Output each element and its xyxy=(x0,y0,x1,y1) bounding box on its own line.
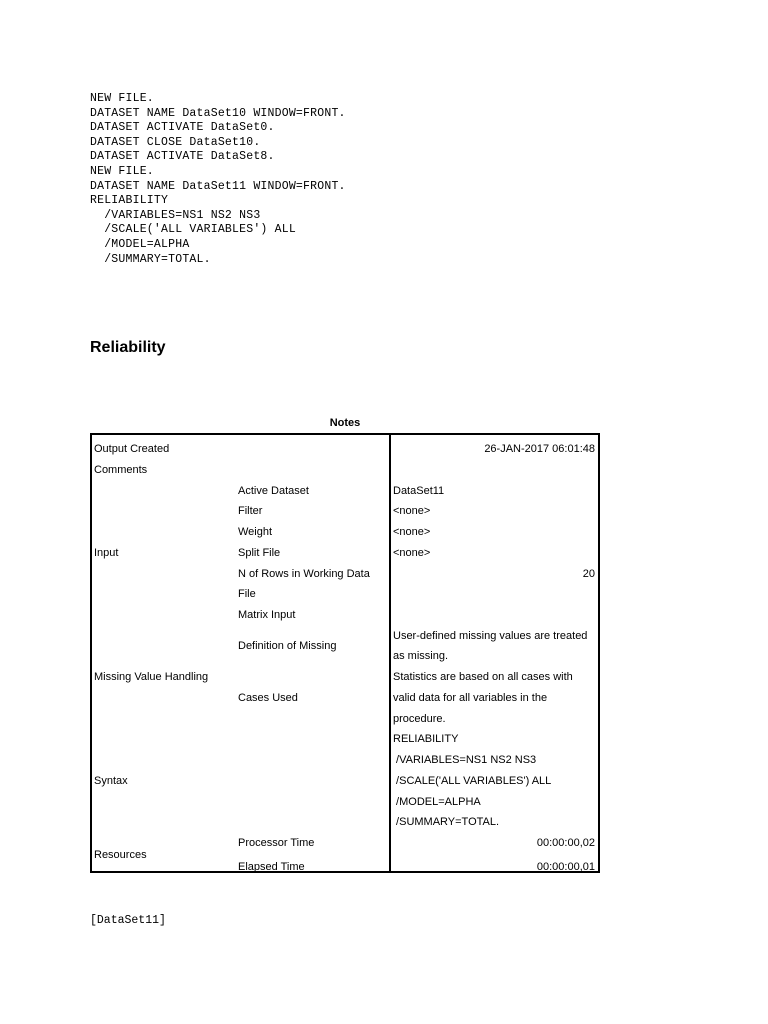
syntax-value-cont: /MODEL=ALPHA xyxy=(393,796,481,808)
notes-table xyxy=(90,433,600,873)
syntax-line: DATASET ACTIVATE DataSet0. xyxy=(90,121,275,135)
active-dataset-value: DataSet11 xyxy=(393,485,445,497)
notes-title: Notes xyxy=(329,417,361,429)
syntax-value-cont: /SUMMARY=TOTAL. xyxy=(393,816,500,828)
syntax-line: DATASET ACTIVATE DataSet8. xyxy=(90,150,275,164)
syntax-line: /SCALE('ALL VARIABLES') ALL xyxy=(90,223,296,237)
cases-used-value-cont: valid data for all variables in the xyxy=(393,692,548,704)
elapsed-time-label: Elapsed Time xyxy=(238,861,305,873)
syntax-line: NEW FILE. xyxy=(90,164,154,178)
processor-time-label: Processor Time xyxy=(238,837,315,849)
active-dataset-label: Active Dataset xyxy=(238,485,309,497)
resources-label: Resources xyxy=(94,849,147,861)
n-rows-label-cont: File xyxy=(238,588,256,600)
n-rows-value: 20 xyxy=(582,568,595,580)
cases-used-label: Cases Used xyxy=(238,692,298,704)
syntax-line: /VARIABLES=NS1 NS2 NS3 xyxy=(90,208,261,222)
cases-used-value-cont: procedure. xyxy=(393,713,446,725)
filter-label: Filter xyxy=(238,505,263,517)
output-created-label: Output Created xyxy=(94,443,170,455)
dataset-tag: [DataSet11] xyxy=(90,914,166,927)
syntax-line: NEW FILE. xyxy=(90,92,154,105)
definition-missing-value-cont: as missing. xyxy=(393,650,449,662)
cases-used-value: Statistics are based on all cases with xyxy=(393,671,573,683)
section-heading: Reliability xyxy=(90,339,166,356)
syntax-line: RELIABILITY xyxy=(90,194,169,208)
elapsed-time-value: 00:00:00,01 xyxy=(536,861,595,873)
filter-value: <none> xyxy=(393,505,431,517)
column-divider xyxy=(389,435,391,871)
syntax-value-cont: /SCALE('ALL VARIABLES') ALL xyxy=(393,775,552,787)
split-file-label: Split File xyxy=(238,547,281,559)
syntax-line: DATASET CLOSE DataSet10. xyxy=(90,135,261,149)
syntax-block xyxy=(90,92,346,267)
processor-time-value: 00:00:00,02 xyxy=(536,837,595,849)
syntax-line: /MODEL=ALPHA xyxy=(90,237,190,251)
syntax-value-cont: /VARIABLES=NS1 NS2 NS3 xyxy=(393,754,537,766)
output-created-value: 26-JAN-2017 06:01:48 xyxy=(484,443,595,455)
syntax-line: DATASET NAME DataSet11 WINDOW=FRONT. xyxy=(90,179,346,193)
split-file-value: <none> xyxy=(393,547,431,559)
definition-missing-value: User-defined missing values are treated xyxy=(393,630,588,642)
syntax-line: DATASET NAME DataSet10 WINDOW=FRONT. xyxy=(90,106,346,120)
syntax-label: Syntax xyxy=(94,775,128,787)
missing-value-handling-label: Missing Value Handling xyxy=(94,671,209,683)
definition-missing-label: Definition of Missing xyxy=(238,640,337,652)
syntax-line: /SUMMARY=TOTAL. xyxy=(90,252,211,266)
syntax-value: RELIABILITY xyxy=(393,733,459,745)
input-label: Input xyxy=(94,547,119,559)
comments-label: Comments xyxy=(94,464,148,476)
weight-label: Weight xyxy=(238,526,273,538)
n-rows-label: N of Rows in Working Data xyxy=(238,568,370,580)
weight-value: <none> xyxy=(393,526,431,538)
matrix-input-label: Matrix Input xyxy=(238,609,296,621)
